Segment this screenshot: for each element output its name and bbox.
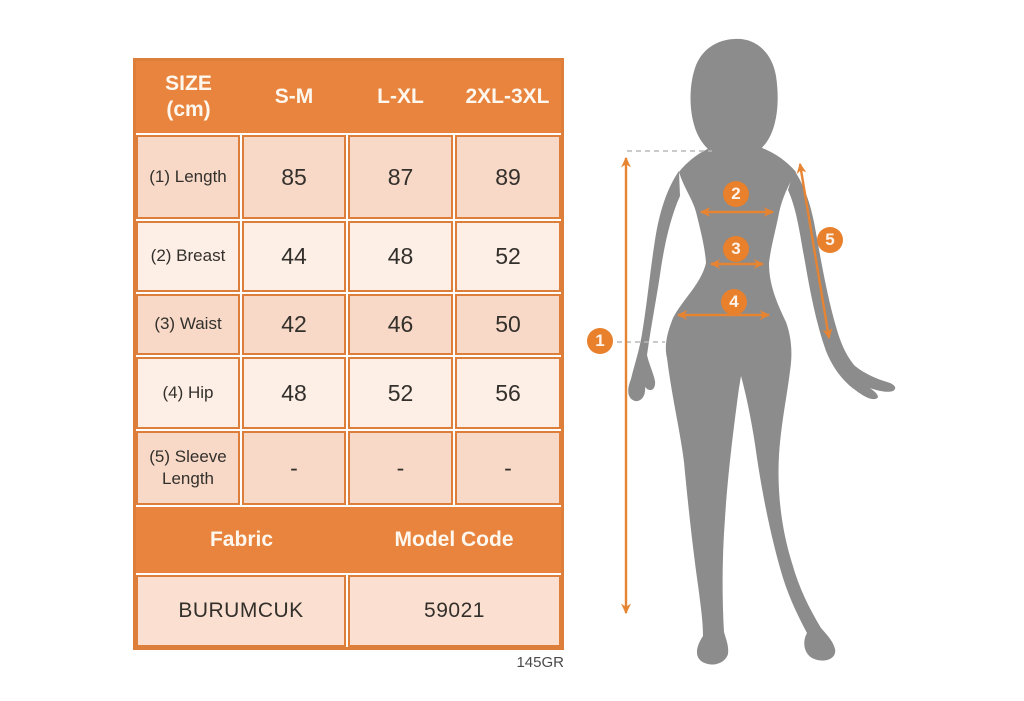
model-code-value: 59021: [348, 575, 561, 647]
model-code-header: Model Code: [394, 528, 514, 551]
measure-point-5: 5: [817, 227, 843, 253]
size-value: 44: [242, 221, 346, 292]
size-unit-header: [136, 61, 241, 133]
weight-note: 145GR: [516, 654, 564, 671]
row-label-hip: (4) Hip: [136, 357, 240, 429]
measure-point-4: 4: [721, 289, 747, 315]
size-value: 52: [455, 221, 561, 292]
fabric-header: Fabric: [209, 528, 274, 551]
size-value: 89: [455, 135, 561, 219]
measure-point-1: 1: [587, 328, 613, 354]
size-value: -: [348, 431, 453, 505]
size-unit-header-label: SIZE (cm): [165, 71, 212, 121]
table-header-band: [136, 61, 561, 133]
size-value: 87: [348, 135, 453, 219]
size-value: 42: [242, 294, 346, 355]
size-value: 48: [242, 357, 346, 429]
fabric-value: BURUMCUK: [136, 575, 346, 647]
size-value: 85: [242, 135, 346, 219]
column-header-lxl: L-XL: [377, 85, 424, 108]
size-table: [133, 58, 564, 650]
female-silhouette: [628, 39, 895, 665]
silhouette-head: [691, 39, 778, 158]
table-footer-band: [136, 507, 561, 573]
size-value: 46: [348, 294, 453, 355]
size-value: 48: [348, 221, 453, 292]
row-label-breast: (2) Breast: [136, 221, 240, 292]
row-label-length: (1) Length: [136, 135, 240, 219]
size-value: -: [455, 431, 561, 505]
measure-point-3: 3: [723, 236, 749, 262]
size-value: -: [242, 431, 346, 505]
size-value: 56: [455, 357, 561, 429]
size-value: 50: [455, 294, 561, 355]
size-value: 52: [348, 357, 453, 429]
row-label-sleeve-length: (5) Sleeve Length: [136, 431, 240, 505]
measure-point-2: 2: [723, 181, 749, 207]
row-label-waist: (3) Waist: [136, 294, 240, 355]
silhouette-right-arm: [788, 170, 895, 399]
column-header-sm: S-M: [274, 85, 314, 108]
column-header-2xl3xl: 2XL-3XL: [465, 85, 550, 108]
